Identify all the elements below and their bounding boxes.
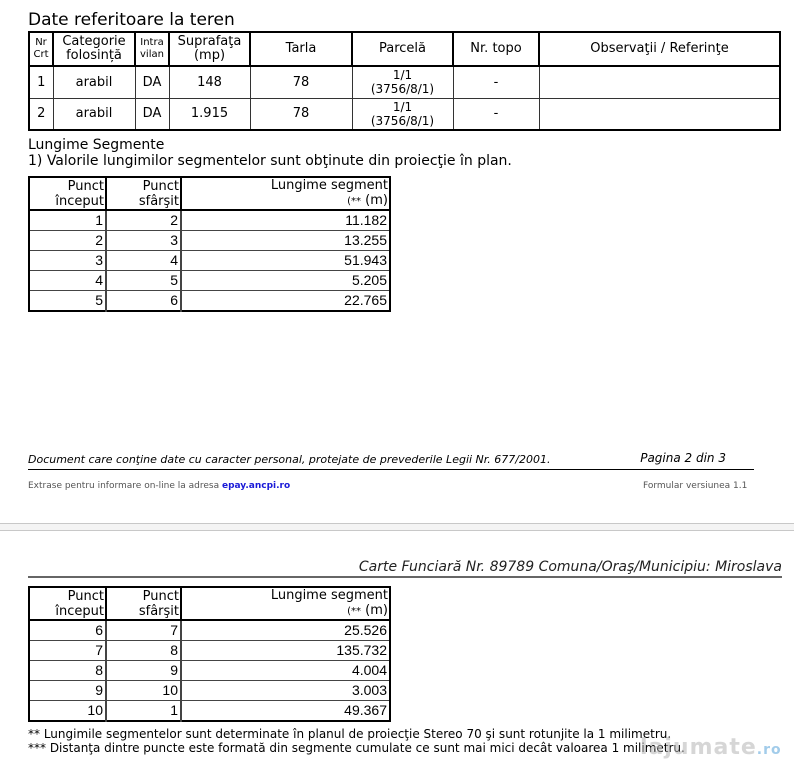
cell-lungime: 11.182 <box>181 210 390 231</box>
epay-link[interactable]: epay.ancpi.ro <box>221 481 291 491</box>
teren-section-title: Date referitoare la teren <box>28 10 235 30</box>
segment-header-row <box>29 177 390 210</box>
header-lungime-segment: Lungime segment (** (m) <box>181 587 390 620</box>
page-separator <box>0 523 794 531</box>
watermark-text: lajumate <box>640 735 757 760</box>
extrase-text: Extrase pentru informare on-line la adresa <box>28 481 222 491</box>
cell-nr-topo: - <box>453 66 539 98</box>
table-row <box>29 231 390 251</box>
form-version: Formular versiunea 1.1 <box>643 481 748 491</box>
cell-punct-inceput: 5 <box>29 291 106 312</box>
segmente-title: Lungime Segmente <box>28 137 165 153</box>
header-punct-inceput: Punct început <box>29 177 106 210</box>
cell-tarla: 78 <box>250 98 352 130</box>
table-row <box>29 98 780 130</box>
header-observatii: Observaţii / Referinţe <box>539 32 780 66</box>
segment-table-1 <box>28 176 391 312</box>
cell-punct-sfarsit: 3 <box>106 231 181 251</box>
cell-punct-sfarsit: 9 <box>106 661 181 681</box>
cell-observatii <box>539 98 780 130</box>
header-punct-sfarsit: Punct sfârşit <box>106 177 181 210</box>
segment-header-row <box>29 587 390 620</box>
header-categorie: Categorie folosință <box>53 32 135 66</box>
header-punct-inceput: Punct început <box>29 587 106 620</box>
cell-lungime: 49.367 <box>181 701 390 722</box>
cell-punct-inceput: 3 <box>29 251 106 271</box>
cell-lungime: 25.526 <box>181 620 390 641</box>
table-row <box>29 66 780 98</box>
table-row <box>29 271 390 291</box>
page-number: Pagina 2 din 3 <box>640 451 726 465</box>
header-suprafata: Suprafaţa (mp) <box>169 32 250 66</box>
cell-nr-topo: - <box>453 98 539 130</box>
header-punct-sfarsit: Punct sfârşit <box>106 587 181 620</box>
cell-punct-inceput: 10 <box>29 701 106 722</box>
extrase-info <box>28 481 290 491</box>
cell-lungime: 22.765 <box>181 291 390 312</box>
cell-nr: 1 <box>29 66 53 98</box>
cell-parcela: 1/1 (3756/8/1) <box>352 66 453 98</box>
table-row <box>29 661 390 681</box>
cell-punct-sfarsit: 2 <box>106 210 181 231</box>
cell-lungime: 5.205 <box>181 271 390 291</box>
footnotes <box>28 727 685 755</box>
cell-lungime: 13.255 <box>181 231 390 251</box>
cell-punct-sfarsit: 4 <box>106 251 181 271</box>
cell-punct-inceput: 4 <box>29 271 106 291</box>
cell-punct-sfarsit: 1 <box>106 701 181 722</box>
cell-lungime: 3.003 <box>181 681 390 701</box>
cell-suprafata: 1.915 <box>169 98 250 130</box>
watermark-logo <box>640 735 782 760</box>
segmente-heading <box>28 137 512 169</box>
table-row <box>29 681 390 701</box>
segment-table-2 <box>28 586 391 722</box>
cell-punct-sfarsit: 5 <box>106 271 181 291</box>
cell-observatii <box>539 66 780 98</box>
cell-tarla: 78 <box>250 66 352 98</box>
carte-funciara-header: Carte Funciară Nr. 89789 Comuna/Oraş/Municipiu: Miroslava <box>28 559 782 578</box>
table-row <box>29 701 390 722</box>
cell-punct-sfarsit: 8 <box>106 641 181 661</box>
cell-lungime: 4.004 <box>181 661 390 681</box>
cell-categorie: arabil <box>53 98 135 130</box>
cell-punct-inceput: 6 <box>29 620 106 641</box>
table-row <box>29 620 390 641</box>
cell-suprafata: 148 <box>169 66 250 98</box>
cell-intravilan: DA <box>135 98 169 130</box>
cell-punct-sfarsit: 6 <box>106 291 181 312</box>
cell-intravilan: DA <box>135 66 169 98</box>
teren-header-row <box>29 32 780 66</box>
cell-lungime: 135.732 <box>181 641 390 661</box>
header-tarla: Tarla <box>250 32 352 66</box>
table-row <box>29 210 390 231</box>
footnote-distanta: *** Distanţa dintre puncte este formată din segmente cumulate ce sunt mai mici decât valoarea 1 milimetru. <box>28 741 685 755</box>
personal-data-notice <box>28 453 754 470</box>
cell-parcela: 1/1 (3756/8/1) <box>352 98 453 130</box>
cell-lungime: 51.943 <box>181 251 390 271</box>
notice-text: Document care conţine date cu caracter personal, protejate de prevederile Legii Nr. 677/2001. <box>28 453 551 466</box>
cell-nr: 2 <box>29 98 53 130</box>
cell-punct-inceput: 7 <box>29 641 106 661</box>
cell-punct-inceput: 8 <box>29 661 106 681</box>
cell-punct-inceput: 2 <box>29 231 106 251</box>
cell-punct-inceput: 1 <box>29 210 106 231</box>
header-nr-crt: Nr Crt <box>29 32 53 66</box>
teren-table <box>28 31 781 131</box>
cell-punct-sfarsit: 10 <box>106 681 181 701</box>
header-intravilan: Intra vilan <box>135 32 169 66</box>
watermark-suffix: .ro <box>756 742 782 758</box>
header-lungime-segment: Lungime segment (** (m) <box>181 177 390 210</box>
header-nr-topo: Nr. topo <box>453 32 539 66</box>
cell-categorie: arabil <box>53 66 135 98</box>
table-row <box>29 641 390 661</box>
cell-punct-sfarsit: 7 <box>106 620 181 641</box>
table-row <box>29 291 390 312</box>
table-row <box>29 251 390 271</box>
footnote-lungimi: ** Lungimile segmentelor sunt determinate în planul de proiecţie Stereo 70 şi sunt rotunjite la 1 milimetru. <box>28 727 672 741</box>
segmente-subtitle: 1) Valorile lungimilor segmentelor sunt obţinute din proiecţie în plan. <box>28 153 512 169</box>
cell-punct-inceput: 9 <box>29 681 106 701</box>
header-parcela: Parcelă <box>352 32 453 66</box>
